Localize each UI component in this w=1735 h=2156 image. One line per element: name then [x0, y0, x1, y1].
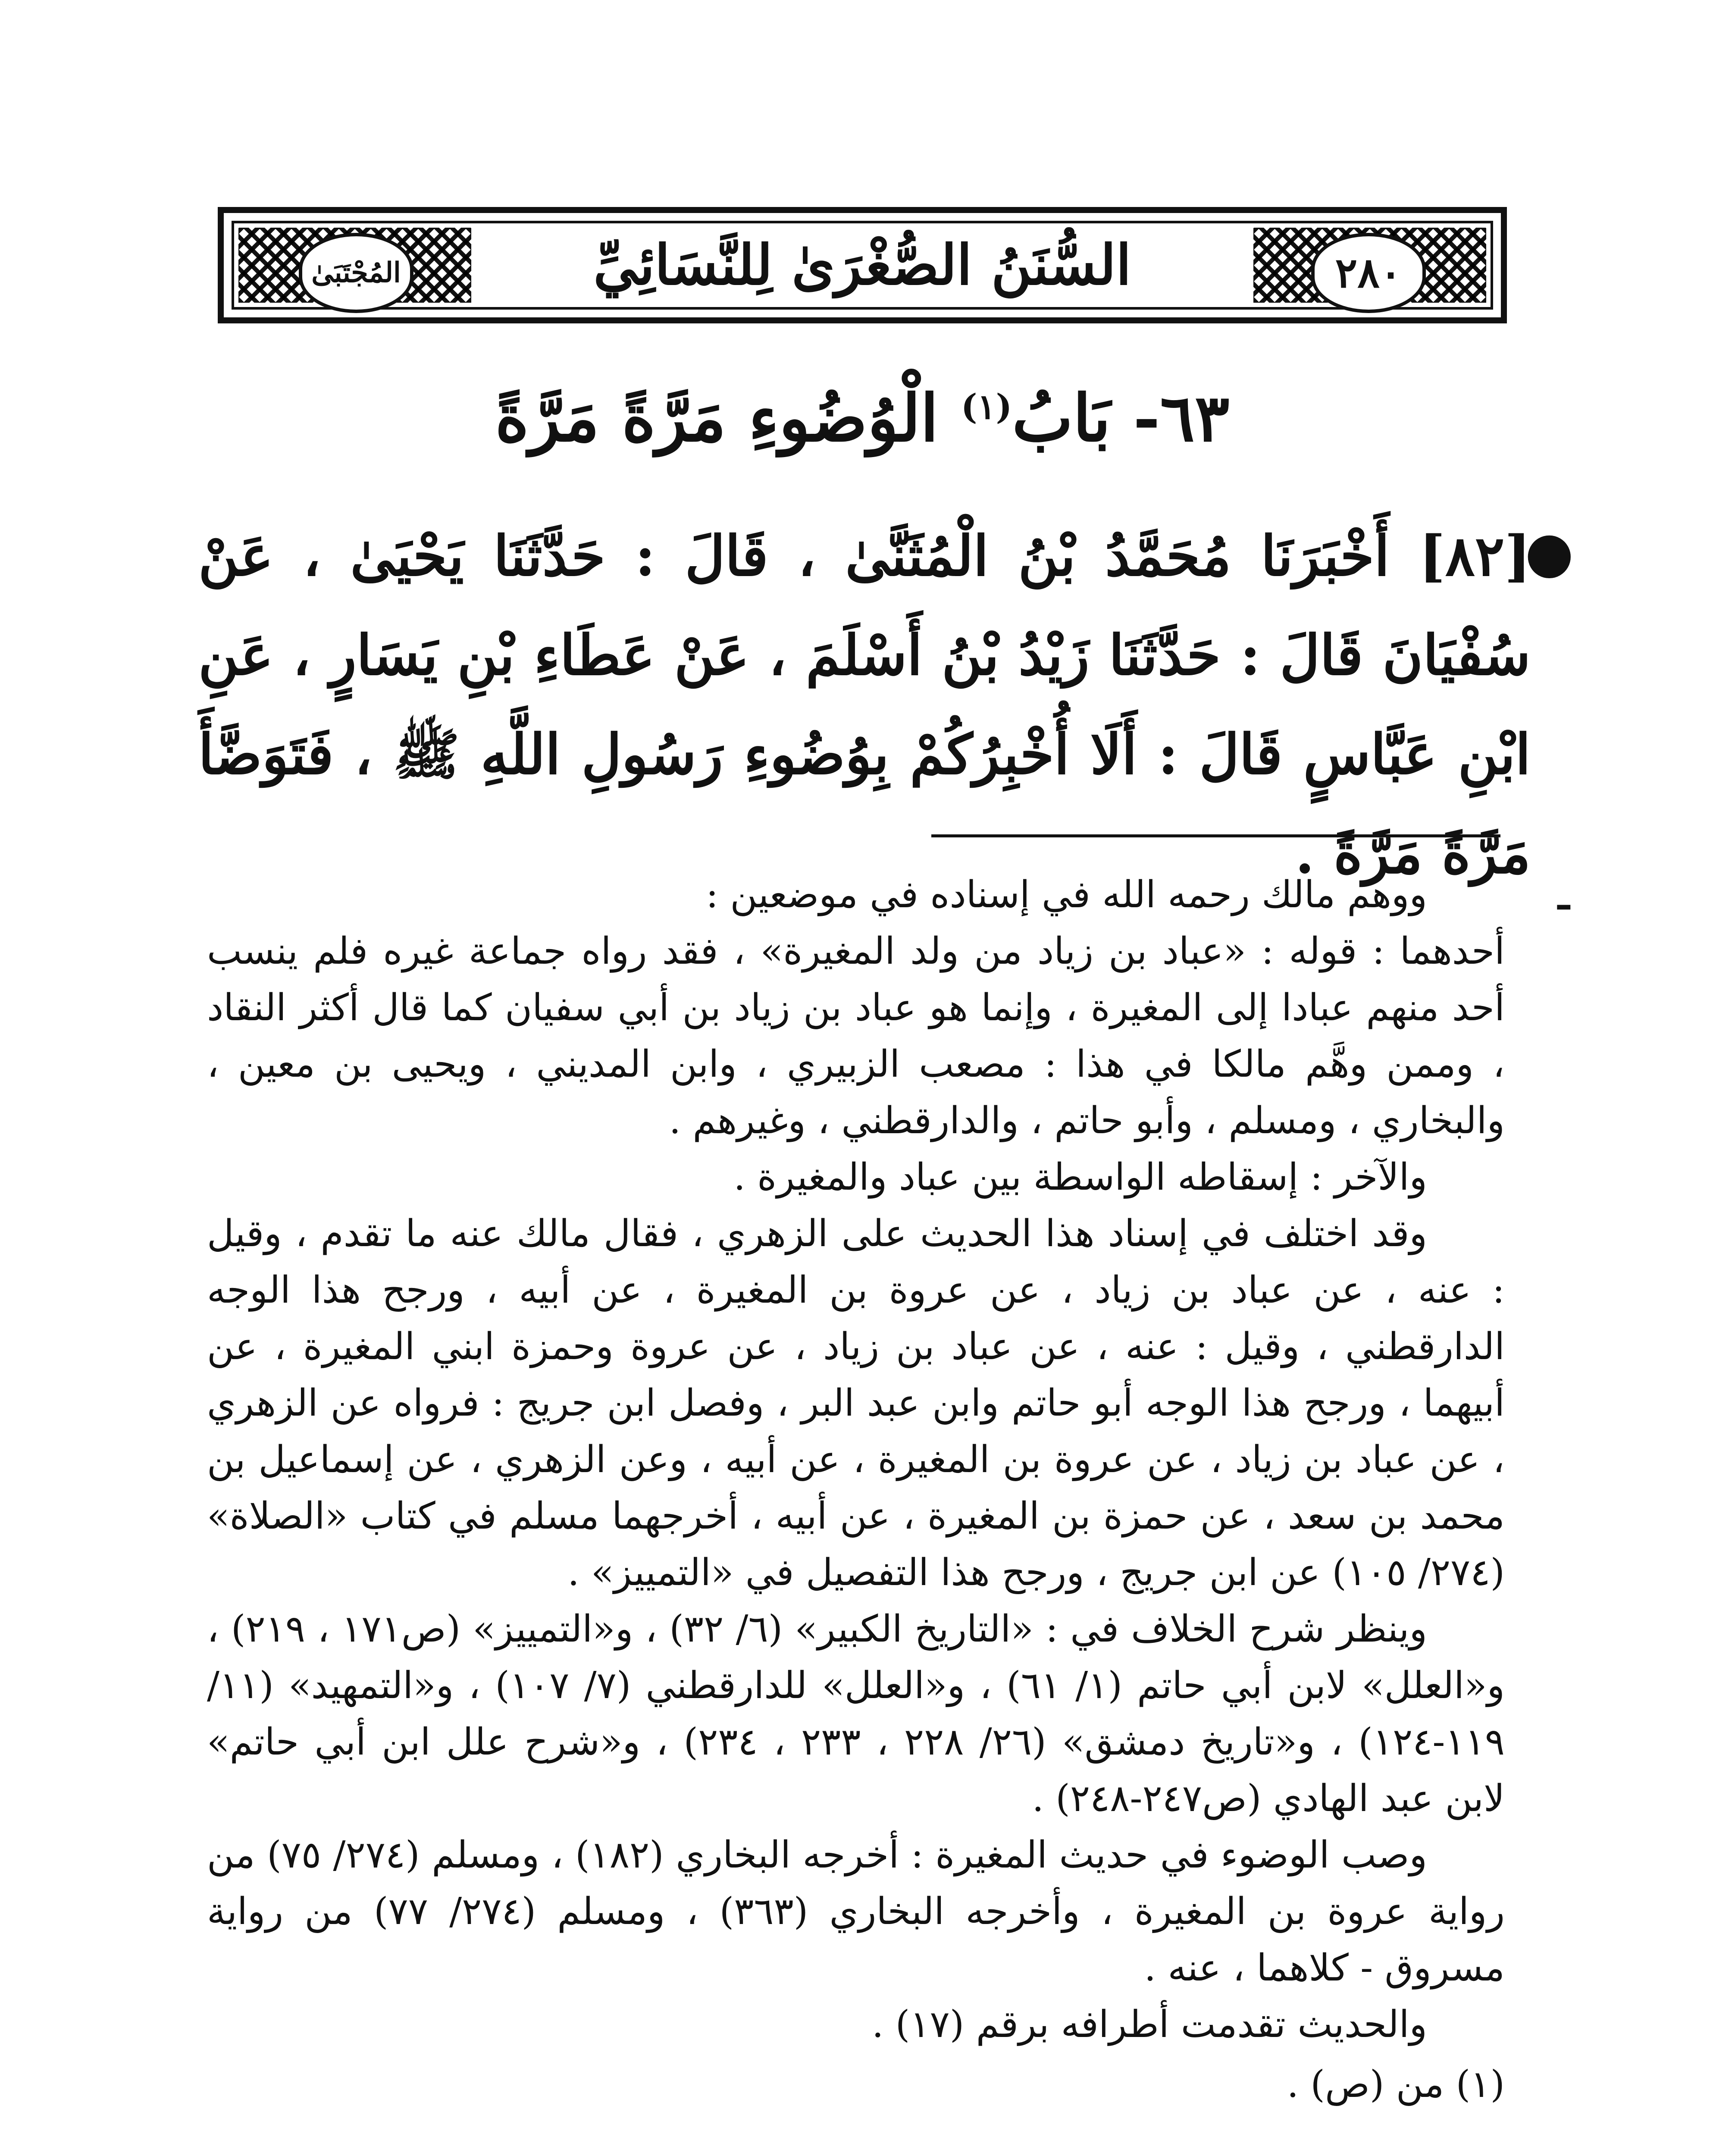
note-paragraph: والحديث تقدمت أطرافه برقم (١٧) .	[872, 2003, 1427, 2046]
running-header	[218, 207, 1507, 323]
hadith-text	[198, 507, 1574, 903]
note-paragraph: والآخر : إسقاطه الواسطة بين عباد والمغيرة .	[733, 1156, 1427, 1199]
footnote-1: (١) من (ص) .	[1287, 2063, 1505, 2106]
footnote-marker: (١)	[961, 386, 1012, 427]
chapter-title	[218, 379, 1507, 457]
note-paragraph: وصب الوضوء في حديث المغيرة : أخرجه البخاري (١٨٢) ، ومسلم (٢٧٤/ ٧٥) من رواية عروة بن المغيرة ، وأخرجه البخاري (٣٦٣) ، ومسلم (٢٧٤/ ٧٧) من رواية مسروق - كلاهما ، عنه .	[207, 1833, 1505, 1990]
header-frame	[232, 221, 1493, 310]
note-paragraph: أحدهما : قوله : «عباد بن زياد من ولد المغيرة» ، فقد رواه جماعة غيره فلم ينسب أحد منهم عبادا إلى المغيرة ، وإنما هو عباد بن زياد بن أبي سفيان كما قال أكثر النقاد ، وممن وهَّم مالكا في هذا : مصعب الزبيري ، وابن المديني ، ويحيى بن معين ، والبخاري ، ومسلم ، وأبو حاتم ، والدارقطني ، وغيرهم .	[207, 930, 1505, 1142]
page-number: ٢٨٠	[1311, 233, 1426, 313]
note-paragraph: وقد اختلف في إسناد هذا الحديث على الزهري ، فقال مالك عنه ما تقدم ، وقيل : عنه ، عن عباد بن زياد ، عن عروة بن المغيرة ، عن أبيه ، ورجح هذا الوجه الدارقطني ، وقيل : عنه ، عن عباد بن زياد ، عن عروة وحمزة ابني المغيرة ، عن أبيهما ، ورجح هذا الوجه أبو حاتم وابن عبد البر ، وفصل ابن جريج : فرواه عن الزهري ، عن عباد بن زياد ، عن عروة بن المغيرة ، عن أبيه ، وعن الزهري ، عن إسماعيل بن محمد بن سعد ، عن حمزة بن المغيرة ، عن أبيه ، أخرجهما مسلم في كتاب «الصلاة» (٢٧٤/ ١٠٥) عن ابن جريج ، ورجح هذا التفصيل في «التمييز» .	[207, 1212, 1505, 1594]
chapter-title-rest: الْوُضُوءِ مَرَّةً مَرَّةً	[495, 380, 939, 456]
bullet-icon: ●	[1525, 519, 1574, 585]
footnote-separator	[931, 834, 1500, 837]
chapter-title-prefix: ٦٣- بَابُ	[1012, 380, 1230, 456]
dash-marker: ـ	[1558, 873, 1569, 918]
note-paragraph: وينظر شرح الخلاف في : «التاريخ الكبير» (٦/ ٣٢) ، و«التمييز» (ص١٧١ ، ٢١٩) ، و«العلل» لابن أبي حاتم (١/ ٦١) ، و«العلل» للدارقطني (٧/ ١٠٧) ، و«التمهيد» (١١/ ١١٩-١٢٤) ، و«تاريخ دمشق» (٢٦/ ٢٢٨ ، ٢٣٣ ، ٢٣٤) ، و«شرح علل ابن أبي حاتم» لابن عبد الهادي (ص٢٤٧-٢٤٨) .	[207, 1608, 1505, 1820]
note-paragraph: ووهم مالك رحمه الله في إسناده في موضعين :	[706, 873, 1427, 916]
book-title: السُّنَنُ الصُّغْرَىٰ لِلنَّسَائِيِّ	[593, 233, 1131, 298]
hadith-body: [٨٢] أَخْبَرَنَا مُحَمَّدُ بْنُ الْمُثَنَّىٰ ، قَالَ : حَدَّثَنَا يَحْيَىٰ ، عَنْ سُفْيَانَ قَالَ : حَدَّثَنَا زَيْدُ بْنُ أَسْلَمَ ، عَنْ عَطَاءِ بْنِ يَسَارٍ ، عَنِ ابْنِ عَبَّاسٍ قَالَ : أَلَا أُخْبِرُكُمْ بِوُضُوءِ رَسُولِ اللَّهِ ﷺ ، فَتَوَضَّأَ مَرَّةً مَرَّةً .	[198, 524, 1531, 886]
book-badge: المُجْتَبَىٰ	[299, 233, 413, 313]
footnotes	[207, 867, 1569, 2113]
